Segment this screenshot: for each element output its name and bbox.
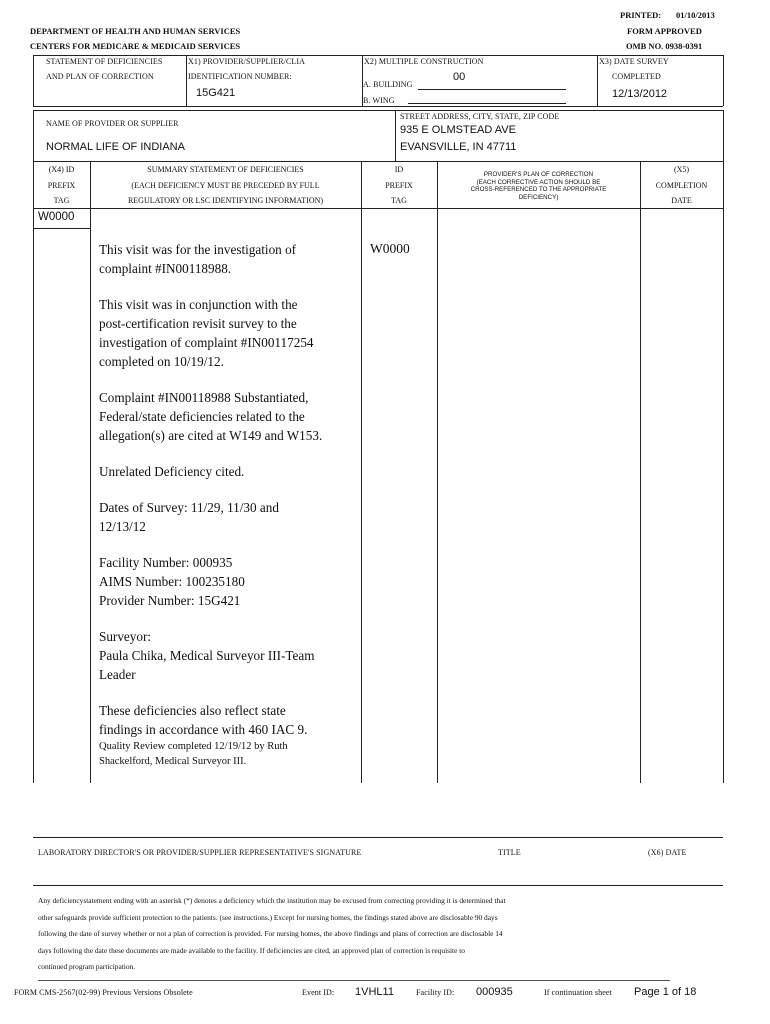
x2-label: X2) MULTIPLE CONSTRUCTION bbox=[364, 57, 484, 66]
x4-tag-label: TAG bbox=[53, 196, 70, 205]
id-label: ID bbox=[394, 165, 404, 174]
summary-label-3: REGULATORY OR LSC IDENTIFYING INFORMATION) bbox=[127, 196, 324, 205]
form-approved: FORM APPROVED bbox=[627, 26, 702, 36]
prefix-label: PREFIX bbox=[385, 180, 413, 190]
printed-label: PRINTED: bbox=[620, 10, 662, 20]
paragraph-dates: Dates of Survey: 11/29, 11/30 and 12/13/12 bbox=[99, 500, 279, 534]
paragraph-complaint: Complaint #IN00118988 Substantiated, Federal/state deficiencies related to the allegation(s) are cited at W149 and W153. bbox=[99, 390, 323, 443]
facility-id-value: 000935 bbox=[476, 986, 513, 998]
deficiency-summary bbox=[99, 240, 357, 769]
provider-id-value: 15G421 bbox=[196, 87, 236, 99]
centers-name: CENTERS FOR MEDICARE & MEDICAID SERVICES bbox=[30, 41, 241, 51]
event-id-label: Event ID: bbox=[302, 988, 335, 997]
tag-label: TAG bbox=[391, 196, 407, 205]
left-prefix-tag: W0000 bbox=[38, 211, 75, 223]
id-header bbox=[361, 162, 437, 209]
statement-label-2: AND PLAN OF CORRECTION bbox=[46, 72, 154, 81]
paragraph-conjunction: This visit was in conjunction with the post-certification revisit survey to the investigation of complaint #IN00117254 completed on 10/19/12. bbox=[99, 297, 314, 369]
x5-header bbox=[640, 162, 723, 209]
paragraph-state: These deficiencies also reflect state findings in accordance with 460 IAC 9. bbox=[99, 703, 308, 737]
date-label: DATE bbox=[671, 196, 692, 205]
event-id-value: 1VHL11 bbox=[355, 986, 394, 998]
summary-header bbox=[90, 162, 361, 209]
plan-label-2: (EACH CORRECTIVE ACTION SHOULD BE bbox=[476, 178, 601, 186]
continuation-label: If continuation sheet bbox=[544, 988, 612, 997]
disclaimer: Any deficiencystatement ending with an asterisk (*) denotes a deficiency which the institution may be excused from correcting providing it is determined that other safeguards provide sufficient protection to the patients. (see instructions.) Except for nursing homes, the findings stated above are disclosable 90 days following the date of survey whether or not a plan of correction is provided. For nursing homes, the above findings and plans of correction are disclosable 14 days following the date these documents are made available to the facility. If deficiencies are cited, an approved plan of correction is requisite to continued program participation. bbox=[38, 896, 506, 971]
x3-completed-label: COMPLETED bbox=[612, 72, 661, 81]
x3-label: X3) DATE SURVEY bbox=[599, 57, 669, 66]
x4-id-label: (X4) ID bbox=[48, 165, 75, 174]
x1-label-1: X1) PROVIDER/SUPPLIER/CLIA bbox=[188, 57, 306, 66]
address-line-2: EVANSVILLE, IN 47711 bbox=[400, 141, 517, 153]
summary-label-1: SUMMARY STATEMENT OF DEFICIENCIES bbox=[147, 165, 304, 174]
department-name: DEPARTMENT OF HEALTH AND HUMAN SERVICES bbox=[30, 26, 241, 36]
plan-label-4: DEFICIENCY) bbox=[518, 193, 559, 201]
summary-label-2: (EACH DEFICIENCY MUST BE PRECEDED BY FULL bbox=[131, 180, 320, 190]
form-number: FORM CMS-2567(02-99) Previous Versions Obsolete bbox=[14, 988, 193, 997]
paragraph-numbers: Facility Number: 000935 AIMS Number: 100235180 Provider Number: 15G421 bbox=[99, 555, 245, 608]
facility-id-label: Facility ID: bbox=[416, 988, 455, 997]
x4-prefix-label: PREFIX bbox=[47, 180, 76, 190]
x4-header bbox=[33, 162, 90, 209]
building-label: A. BUILDING bbox=[363, 80, 413, 89]
statement-label-1: STATEMENT OF DEFICIENCIES bbox=[46, 57, 163, 66]
omb-number: OMB NO. 0938-0391 bbox=[626, 41, 703, 51]
x6-date-label: (X6) DATE bbox=[648, 848, 687, 857]
signature-label: LABORATORY DIRECTOR'S OR PROVIDER/SUPPLIER REPRESENTATIVE'S SIGNATURE bbox=[38, 848, 362, 857]
right-prefix-tag: W0000 bbox=[370, 241, 410, 256]
paragraph-visit: This visit was for the investigation of complaint #IN00118988. bbox=[99, 242, 297, 276]
plan-label-1: PROVIDER'S PLAN OF CORRECTION bbox=[483, 171, 594, 178]
address-line-1: 935 E OLMSTEAD AVE bbox=[400, 124, 516, 136]
address-label: STREET ADDRESS, CITY, STATE, ZIP CODE bbox=[400, 112, 560, 121]
provider-name-value: NORMAL LIFE OF INDIANA bbox=[46, 141, 185, 153]
printed-date: 01/10/2013 bbox=[676, 10, 715, 20]
x5-label: (X5) bbox=[673, 165, 690, 174]
paragraph-quality-review: Quality Review completed 12/19/12 by Ruth Shackelford, Medical Surveyor III. bbox=[99, 741, 288, 767]
completion-label: COMPLETION bbox=[655, 180, 708, 190]
paragraph-unrelated: Unrelated Deficiency cited. bbox=[99, 464, 245, 479]
plan-label-3: CROSS-REFERENCED TO THE APPROPRIATE bbox=[470, 186, 607, 194]
plan-header bbox=[437, 171, 640, 201]
page-number: Page 1 of 18 bbox=[634, 986, 697, 998]
provider-name-label: NAME OF PROVIDER OR SUPPLIER bbox=[46, 119, 179, 128]
x1-label-2: IDENTIFICATION NUMBER: bbox=[188, 72, 292, 81]
paragraph-surveyor: Surveyor: Paula Chika, Medical Surveyor III-Team Leader bbox=[99, 629, 315, 682]
title-label: TITLE bbox=[498, 848, 521, 857]
building-value: 00 bbox=[453, 71, 466, 83]
survey-date-value: 12/13/2012 bbox=[612, 88, 668, 100]
wing-label: B. WING bbox=[363, 96, 395, 105]
